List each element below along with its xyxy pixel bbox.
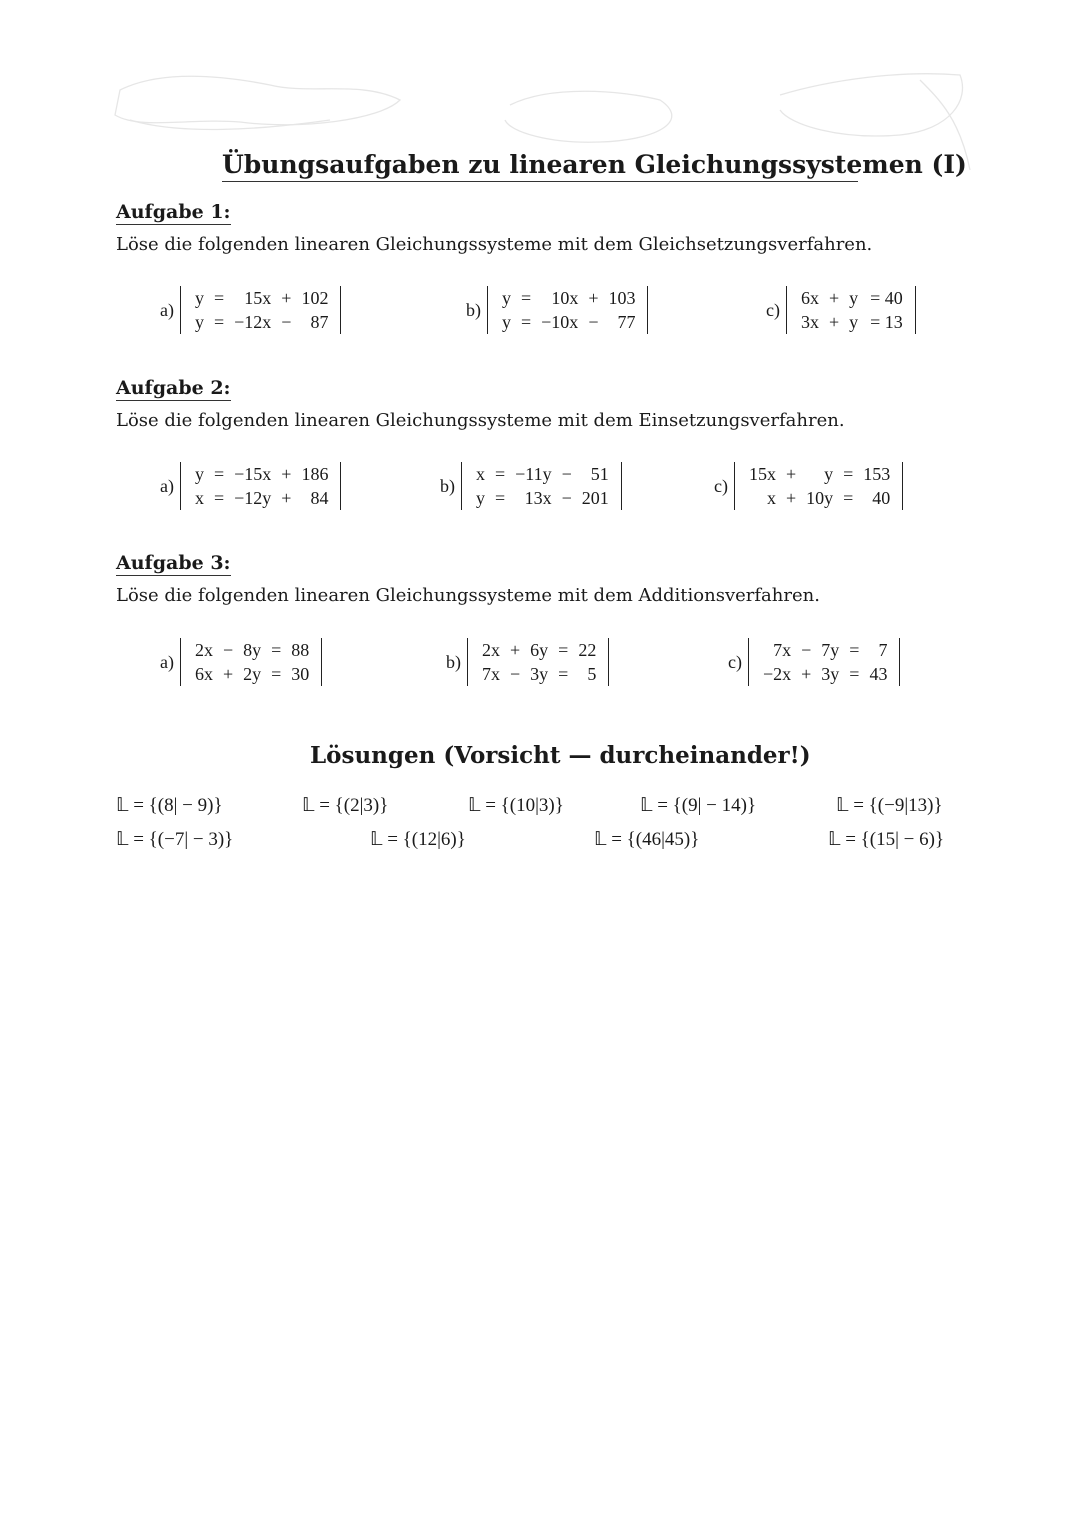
solution-item: 𝕃 = {(9| − 14)} [640,795,757,816]
term: 6x [194,664,213,684]
term: 15x [748,464,776,484]
term: −12y [234,488,272,508]
task-2-instruction: Löse die folgenden linearen Gleichungssysteme mit dem Einsetzungsverfahren. [116,410,845,431]
term: 51 [590,464,609,484]
term: 15x [244,288,272,308]
term: 186 [301,464,329,484]
term: x [476,464,485,484]
term: + [281,288,292,308]
system-label: b) [446,651,461,672]
term: 40 [872,488,891,508]
term: 13x [524,488,552,508]
term: − [510,664,521,684]
term: = [213,488,225,508]
task-3-system-a [160,638,322,686]
term: + [281,464,292,484]
term: 3x [800,312,819,332]
term: y [194,312,204,332]
task-2-system-a [160,462,341,510]
term: y [824,464,834,484]
term: 201 [581,488,609,508]
term: 6x [800,288,819,308]
term: 43 [869,664,888,684]
solution-item: 𝕃 = {(2|3)} [302,795,389,816]
system-label: b) [466,299,481,320]
term: + [588,288,599,308]
term: y [849,288,859,308]
page-title: Übungsaufgaben zu linearen Gleichungssystemen (I) [222,150,858,182]
system-label: c) [714,475,728,496]
term: 77 [617,312,636,332]
term: − [222,640,234,660]
term: 2x [482,640,500,660]
task-1-system-b [466,286,648,334]
task-1-heading: Aufgabe 1: [116,201,231,223]
task-2-system-c [714,462,903,510]
term: = [271,640,282,660]
term: = [495,488,506,508]
term: + [785,488,797,508]
term: − [801,640,812,660]
term: 153 [863,464,891,484]
term: y [502,312,511,332]
term: −15x [234,464,272,484]
term: 3y [530,664,549,684]
term: = [558,664,569,684]
term: 10x [551,288,579,308]
term: = [213,288,225,308]
term: −12x [234,312,272,332]
term: 7x [482,664,500,684]
term: = [849,640,860,660]
term: y [502,288,511,308]
term: y [194,464,204,484]
term: x [194,488,204,508]
solution-item: 𝕃 = {(−7| − 3)} [116,829,234,850]
term: 87 [310,312,329,332]
task-1-system-c [766,286,916,334]
task-3-heading: Aufgabe 3: [116,552,231,574]
term: 2y [243,664,262,684]
term: 6y [530,640,549,660]
solution-item: 𝕃 = {(10|3)} [468,795,564,816]
system-label: a) [160,651,174,672]
term: 22 [578,640,597,660]
solution-item: 𝕃 = {(−9|13)} [836,795,943,816]
task-3-system-b [446,638,609,686]
term: 30 [291,664,310,684]
term: = [213,464,225,484]
term: 3y [821,664,840,684]
term: −2x [762,664,792,684]
term: − [561,488,572,508]
term: = 40 [870,288,903,308]
task-3-instruction: Löse die folgenden linearen Gleichungssysteme mit dem Additionsverfahren. [116,585,820,606]
term: − [561,464,572,484]
term: x [766,488,776,508]
solutions-heading: Lösungen (Vorsicht — durcheinander!) [310,742,811,769]
system-label: c) [766,299,780,320]
system-label: a) [160,299,174,320]
system-label: c) [728,651,742,672]
solution-item: 𝕃 = {(8| − 9)} [116,795,223,816]
term: − [588,312,599,332]
term: 84 [310,488,329,508]
term: + [801,664,812,684]
term: 88 [291,640,310,660]
term: 5 [587,664,597,684]
term: 7 [878,640,888,660]
term: = [521,312,532,332]
term: + [510,640,521,660]
term: = [213,312,225,332]
term: + [281,488,292,508]
term: 102 [301,288,329,308]
term: = [495,464,506,484]
term: = [271,664,282,684]
term: 7y [821,640,840,660]
solution-item: 𝕃 = {(12|6)} [370,829,466,850]
term: y [476,488,485,508]
term: = [558,640,569,660]
term: − [281,312,292,332]
term: 2x [194,640,213,660]
term: = [843,464,854,484]
term: y [849,312,859,332]
term: = 13 [870,312,903,332]
term: 10y [806,488,834,508]
task-3-system-c [728,638,900,686]
term: + [828,288,840,308]
solution-item: 𝕃 = {(46|45)} [594,829,700,850]
term: 103 [608,288,636,308]
term: 7x [773,640,792,660]
task-1-instruction: Löse die folgenden linearen Gleichungssysteme mit dem Gleichsetzungsverfahren. [116,234,873,255]
term: = [849,664,860,684]
system-label: a) [160,475,174,496]
term: + [222,664,234,684]
term: 8y [243,640,262,660]
term: −11y [515,464,552,484]
task-2-system-b [440,462,622,510]
term: = [843,488,854,508]
term: + [785,464,797,484]
term: y [194,288,204,308]
term: −10x [541,312,579,332]
term: = [521,288,532,308]
system-label: b) [440,475,455,496]
term: + [828,312,840,332]
solution-item: 𝕃 = {(15| − 6)} [828,829,945,850]
task-2-heading: Aufgabe 2: [116,377,231,399]
task-1-system-a [160,286,341,334]
